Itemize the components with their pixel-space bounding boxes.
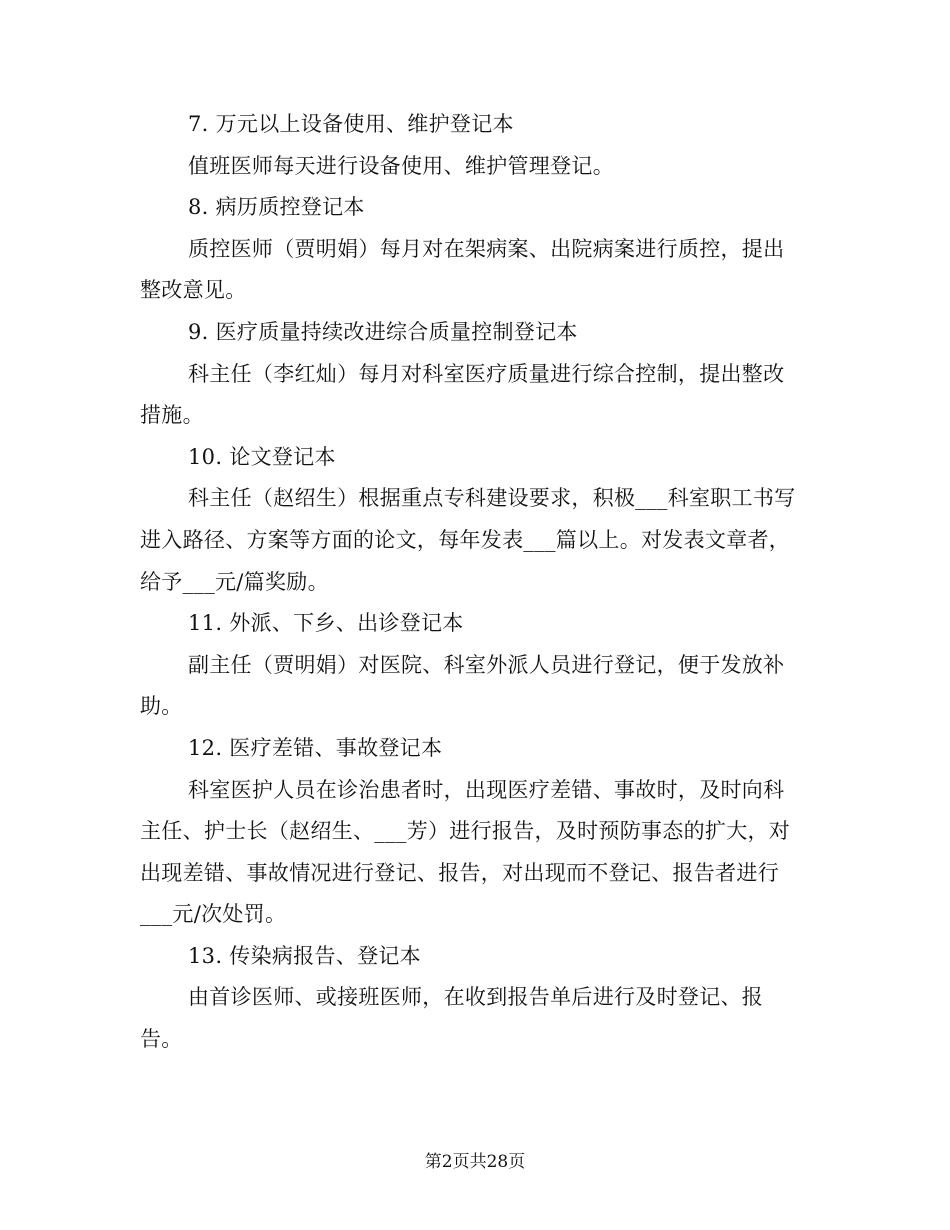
paragraph-line: 副主任（贾明娟）对医院、科室外派人员进行登记，便于发放补 — [188, 652, 785, 677]
paragraph-line: 主任、护士长（赵绍生、___芳）进行报告，及时预防事态的扩大，对 — [140, 819, 791, 844]
document-body — [140, 104, 812, 1061]
paragraph-line: 科室医护人员在诊治患者时，出现医疗差错、事故时，及时向科 — [188, 777, 785, 802]
paragraph-line: 出现差错、事故情况进行登记、报告，对出现而不登记、报告者进行 — [140, 860, 779, 885]
paragraph-line: 质控医师（贾明娟）每月对在架病案、出院病案进行质控，提出 — [188, 236, 785, 261]
paragraph-line: 措施。 — [140, 403, 204, 428]
section-heading-9: 9. 医疗质量持续改进综合质量控制登记本 — [188, 319, 578, 344]
section-heading-7: 7. 万元以上设备使用、维护登记本 — [188, 112, 514, 136]
section-heading-8: 8. 病历质控登记本 — [188, 195, 365, 220]
section-heading-10: 10. 论文登记本 — [188, 444, 336, 469]
paragraph-line: 进入路径、方案等方面的论文，每年发表___篇以上。对发表文章者， — [140, 527, 791, 552]
paragraph-line: ___元/次处罚。 — [140, 902, 287, 927]
paragraph-line: 由首诊医师、或接班医师，在收到报告单后进行及时登记、报 — [188, 985, 764, 1010]
paragraph-line: 告。 — [140, 1027, 183, 1052]
paragraph-line: 助。 — [140, 694, 183, 719]
paragraph-line: 给予___元/篇奖励。 — [140, 569, 329, 594]
paragraph-line: 整改意见。 — [140, 278, 247, 303]
paragraph-line: 值班医师每天进行设备使用、维护管理登记。 — [188, 153, 614, 178]
paragraph-line: 科主任（赵绍生）根据重点专科建设要求，积极___科室职工书写 — [188, 486, 796, 511]
page-number-footer: 第2页共28页 — [424, 1152, 526, 1172]
section-heading-11: 11. 外派、下乡、出诊登记本 — [188, 611, 464, 636]
paragraph-line: 科主任（李红灿）每月对科室医疗质量进行综合控制，提出整改 — [188, 361, 785, 386]
section-heading-12: 12. 医疗差错、事故登记本 — [188, 735, 443, 760]
section-heading-13: 13. 传染病报告、登记本 — [188, 943, 421, 968]
